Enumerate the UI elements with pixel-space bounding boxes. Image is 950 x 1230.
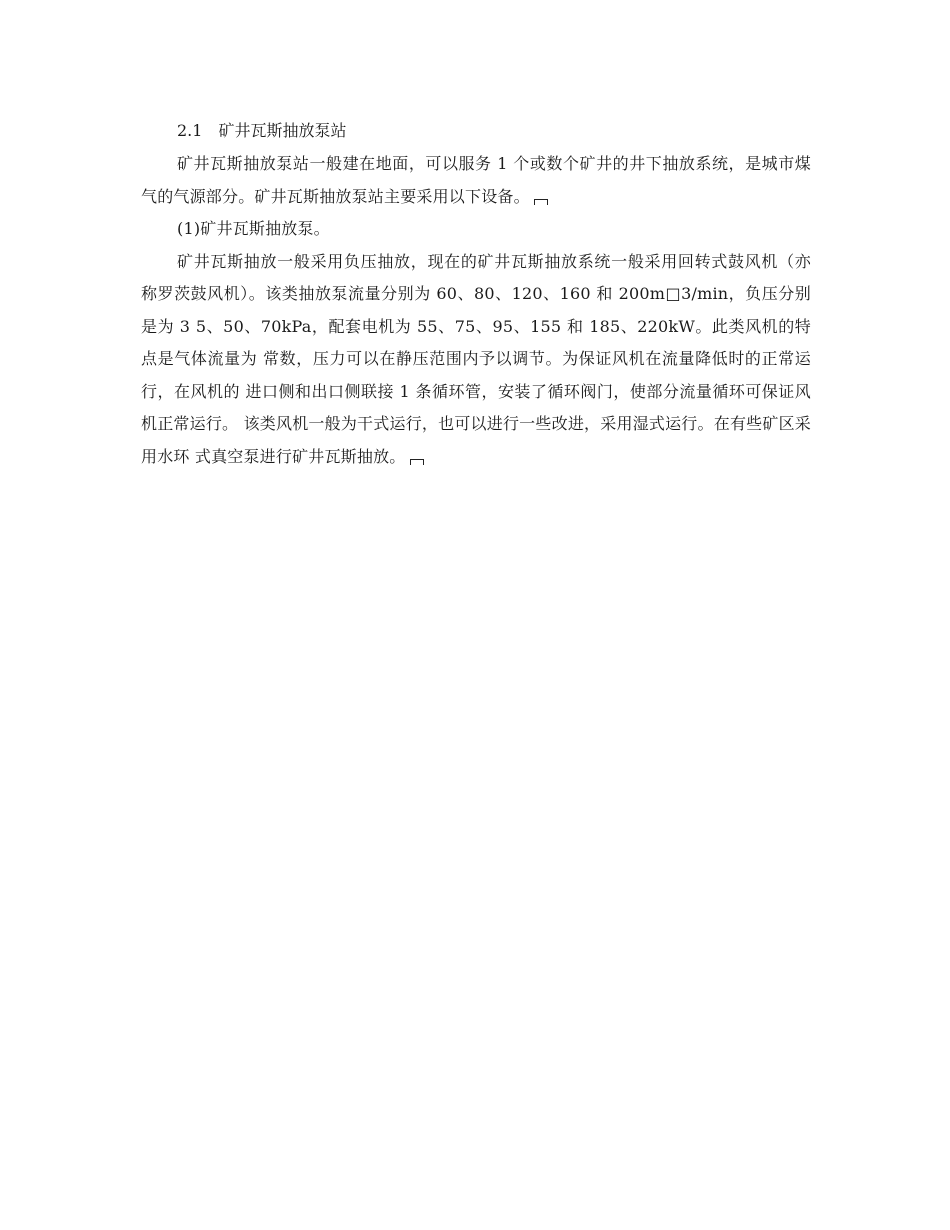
detail-paragraph <box>141 246 811 474</box>
paragraph-end-mark-icon <box>410 459 424 465</box>
list-item-1-text: (1)矿井瓦斯抽放泵。 <box>177 219 330 238</box>
section-title: 矿井瓦斯抽放泵站 <box>218 121 347 140</box>
intro-paragraph <box>141 148 811 213</box>
document-body <box>141 114 811 473</box>
intro-paragraph-text: 矿井瓦斯抽放泵站一般建在地面，可以服务 1 个或数个矿井的井下抽放系统，是城市煤 气的气源部分。矿井瓦斯抽放泵站主要采用以下设备。 <box>141 154 811 206</box>
list-item-1 <box>141 213 811 246</box>
section-number: 2.1 <box>177 121 203 140</box>
detail-paragraph-text: 矿井瓦斯抽放一般采用负压抽放，现在的矿井瓦斯抽放系统一般采用回转式鼓风机（亦 称罗茨鼓风机）。该类抽放泵流量分别为 60、80、120、160 和 200m□3/min，负压分别是为 3 5、50、70kPa，配套电机为 55、75、95、155 和 185、220kW。此类风机的特点是气体流量为 常数，压力可以在静压范围内予以调节。为保证风机在流量降低时的正常运行，在风机的 进口侧和出口侧联接 1 条循环管，安装了循环阀门，使部分流量循环可保证风机正常运行。 该类风机一般为干式运行，也可以进行一些改进，采用湿式运行。在有些矿区采用水环 式真空泵进行矿井瓦斯抽放。 <box>141 251 811 466</box>
section-heading <box>141 114 811 148</box>
paragraph-end-mark-icon <box>534 199 548 205</box>
